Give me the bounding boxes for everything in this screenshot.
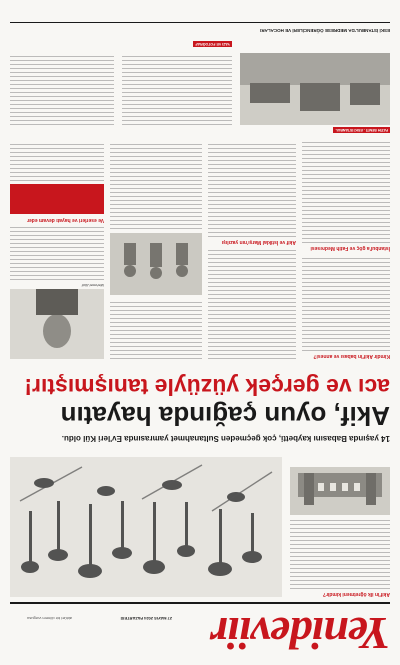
small-photo-building-image	[290, 467, 390, 515]
body-text-block	[208, 249, 296, 359]
headline-block	[10, 363, 390, 443]
caption-label-top: FATİH SEMTİ - ESKİ İSTANBUL	[335, 128, 388, 132]
body-column-1	[302, 139, 390, 359]
caption-label-mid: YAZI VE FOTOĞRAF	[195, 42, 230, 46]
archive-photo-image	[110, 233, 202, 295]
archive-photo	[110, 233, 202, 295]
body-text-block	[208, 141, 296, 237]
main-photo-image	[10, 457, 282, 597]
headline-kicker: 14 yaşında Babasını kaybetti, çok geçmeden Sultanahmet yamrasında Ev'leri Kül oldu.	[61, 434, 390, 443]
body-text-block	[110, 143, 202, 229]
red-highlight-box	[10, 184, 104, 214]
portrait-photo	[10, 289, 104, 359]
body-text-block	[110, 299, 202, 359]
masthead-rule	[10, 602, 390, 604]
body-column-3	[110, 139, 202, 359]
headline-line-2: acı ve gerçek yüzüyle tanışmıştır!	[24, 374, 390, 400]
body-column-2	[208, 139, 296, 359]
masthead-date: 27 MAYIS 2024 PAZARTESİ	[120, 616, 172, 621]
bottom-photo-image	[240, 53, 390, 125]
portrait-caption: Mehmet Akif	[81, 283, 104, 288]
bottom-strip	[10, 9, 390, 133]
masthead-logo: Yenideviir	[210, 608, 390, 659]
body-text-block	[10, 226, 104, 280]
body-text-block	[122, 53, 232, 125]
body-text-block	[10, 53, 114, 125]
headline-line-1: Akif, oyun çağında hayatın	[60, 401, 390, 431]
body-text-block	[302, 139, 390, 243]
bottom-photo	[240, 53, 390, 125]
body-text-block	[302, 255, 390, 351]
subhead-2: Kimdir Akif'in babası ve annesi?	[313, 353, 390, 359]
right-sidebar	[10, 139, 104, 359]
small-photo-building	[290, 467, 390, 515]
portrait-image	[10, 289, 104, 359]
bottom-caption: ESKİ İSTANBUL'DA MEDRESE ÖĞRENCİLERİ VE HOCALARI	[260, 28, 390, 33]
masthead-section: aktüel bir dönem vurgusu	[27, 616, 72, 621]
subhead-4: Akif ve İstiklal Marşı'nın yazılışı	[221, 239, 296, 245]
masthead	[10, 599, 390, 659]
main-photo	[10, 457, 282, 597]
body-text-block	[290, 519, 390, 589]
bottom-rule	[10, 22, 390, 23]
subhead-1: Akif'in ilk öğretmeni kimdir?	[322, 591, 390, 597]
subhead-3: İstanbul'a göç ve Fatih Medresesi	[310, 245, 390, 251]
left-text-column	[290, 447, 390, 597]
subhead-5: Ve eserleri ve hayatı devam eder	[27, 217, 104, 223]
body-text-block	[10, 141, 104, 181]
